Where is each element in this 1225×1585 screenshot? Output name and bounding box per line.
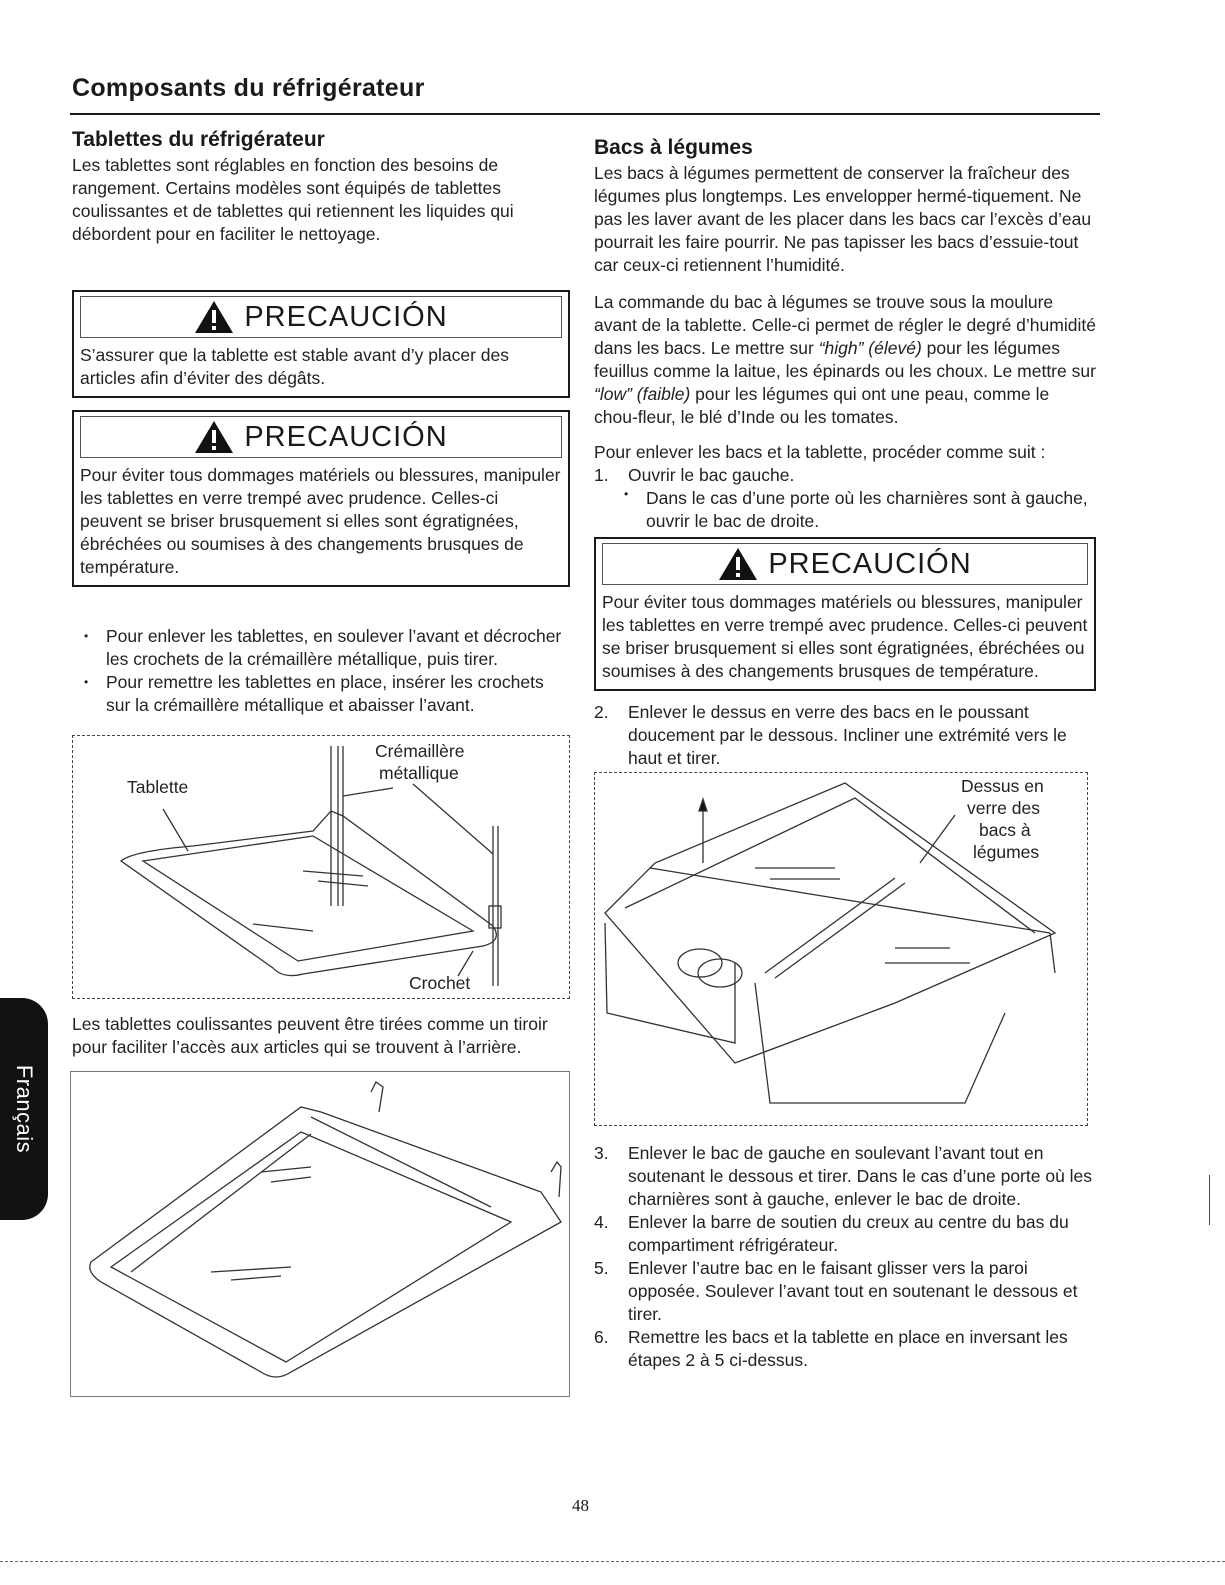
label-cover-line3: bacs à (979, 820, 1031, 840)
list-item: • Pour enlever les tablettes, en soulever l’avant et décrocher les crochets de la crémaillère métallique, puis tirer. (72, 625, 570, 671)
caution-box-1 (72, 290, 570, 398)
caution-header (80, 416, 562, 458)
side-tab-label: Français (12, 1064, 38, 1154)
label-cover-line1: Dessus en (961, 776, 1044, 796)
section-heading-crispers: Bacs à légumes (594, 136, 753, 159)
label-cover-line2: verre des (967, 798, 1040, 818)
title-rule (70, 113, 1100, 115)
crisper-cover-figure (594, 772, 1088, 1126)
sliding-shelf-figure (70, 1071, 570, 1397)
page-title: Composants du réfrigérateur (72, 74, 425, 102)
caution-text: Pour éviter tous dommages matériels ou blessures, manipuler les tablettes en verre trempé avec prudence. Celles-ci peuvent se briser brusquement si elles sont égratignées, ébréchées ou soumises à des changements brusques de température. (602, 592, 1088, 681)
crisper-para-2: La commande du bac à légumes se trouve sous la moulure avant de la tablette. Celle-ci permet de régler le degré d’humidité dans les bacs. Le mettre sur “high” (élevé) pour les légumes feuillus comme la laitue, les épinards ou les choux. Le mettre sur “low” (faible) pour les légumes qui ont une peau, comme le chou-fleur, le blé d’Inde ou les tomates. (594, 292, 1096, 427)
setting-high: “high” (élevé) (818, 338, 922, 358)
warning-triangle-icon (194, 420, 234, 454)
caution-header (80, 296, 562, 338)
language-side-tab (0, 998, 48, 1220)
shelf-rack-figure (72, 735, 570, 999)
crisper-para-3: Pour enlever les bacs et la tablette, procéder comme suit : (594, 442, 1046, 462)
section-heading-shelves: Tablettes du réfrigérateur (72, 128, 325, 151)
list-item: 1. Ouvrir le bac gauche. (594, 465, 795, 485)
caution-header (602, 543, 1088, 585)
label-shelf: Tablette (127, 777, 189, 797)
page-number: 48 (572, 1496, 589, 1515)
crisper-para-1: Les bacs à légumes permettent de conserver la fraîcheur des légumes plus longtemps. Les envelopper hermé-tiquement. Ne pas les laver avant de les placer dans les bacs car l’excès d’eau pourrait les faire pourrir. Ne pas tapisser les bacs d’essuie-tout car ceux-ci retiennent l’humidité. (594, 163, 1092, 275)
label-cover-line4: légumes (973, 842, 1040, 862)
caution-box-3 (594, 537, 1096, 691)
bottom-rule (0, 1561, 1225, 1562)
sliding-shelf-illustration (71, 1072, 569, 1396)
removal-steps-2 (594, 701, 1096, 770)
caution-text: Pour éviter tous dommages matériels ou blessures, manipuler les tablettes en verre trempé avec prudence. Celles-ci peuvent se briser brusquement si elles sont égratignées, ébréchées ou soumises à des changements brusques de température. (80, 465, 561, 577)
list-item: 3. Enlever le bac de gauche en soulevant l’avant tout en soutenant le dessous et tirer. Dans le cas d’une porte où les charnières sont à gauche, enlever le bac de droite. (594, 1143, 1093, 1209)
right-column (594, 136, 1096, 1372)
removal-steps-1 (594, 464, 1096, 487)
sub-list-item: • Dans le cas d’une porte où les charnières sont à gauche, ouvrir le bac de droite. (594, 487, 1096, 533)
setting-low: “low” (faible) (594, 384, 691, 404)
list-item: 2. Enlever le dessus en verre des bacs en le poussant doucement par le dessous. Incliner une extrémité vers le haut et tirer. (594, 702, 1067, 768)
caution-box-2 (72, 410, 570, 587)
caution-title: PRECAUCIÓN (768, 547, 972, 580)
warning-triangle-icon (718, 547, 758, 581)
caution-text: S’assurer que la tablette est stable avant d’y placer des articles afin d’éviter des dégâts. (80, 345, 509, 388)
edge-mark (1209, 1175, 1210, 1225)
list-item: • Pour remettre les tablettes en place, insérer les crochets sur la crémaillère métallique et abaisser l’avant. (72, 671, 570, 717)
warning-triangle-icon (194, 300, 234, 334)
removal-steps-3 (594, 1142, 1096, 1372)
sliding-shelves-text: Les tablettes coulissantes peuvent être tirées comme un tiroir pour faciliter l’accès aux articles qui se trouvent à l’arrière. (72, 1014, 548, 1057)
shelf-instructions-list (72, 625, 570, 717)
caution-title: PRECAUCIÓN (244, 420, 448, 453)
label-rack-line1: Crémaillère (375, 741, 465, 761)
shelves-intro: Les tablettes sont réglables en fonction des besoins de rangement. Certains modèles sont équipés de tablettes coulissantes et de tablettes qui retiennent les liquides qui débordent pour en faciliter le nettoyage. (72, 155, 514, 244)
left-column (72, 128, 570, 1397)
caution-title: PRECAUCIÓN (244, 300, 448, 333)
label-hook: Crochet (409, 973, 471, 993)
list-item: 5. Enlever l’autre bac en le faisant glisser vers la paroi opposée. Soulever l’avant tout en soutenant le dessous et tirer. (594, 1258, 1078, 1324)
list-item: 6. Remettre les bacs et la tablette en place en inversant les étapes 2 à 5 ci-dessus. (594, 1327, 1068, 1370)
label-rack-line2: métallique (379, 763, 459, 783)
list-item: 4. Enlever la barre de soutien du creux au centre du bas du compartiment réfrigérateur. (594, 1212, 1069, 1255)
